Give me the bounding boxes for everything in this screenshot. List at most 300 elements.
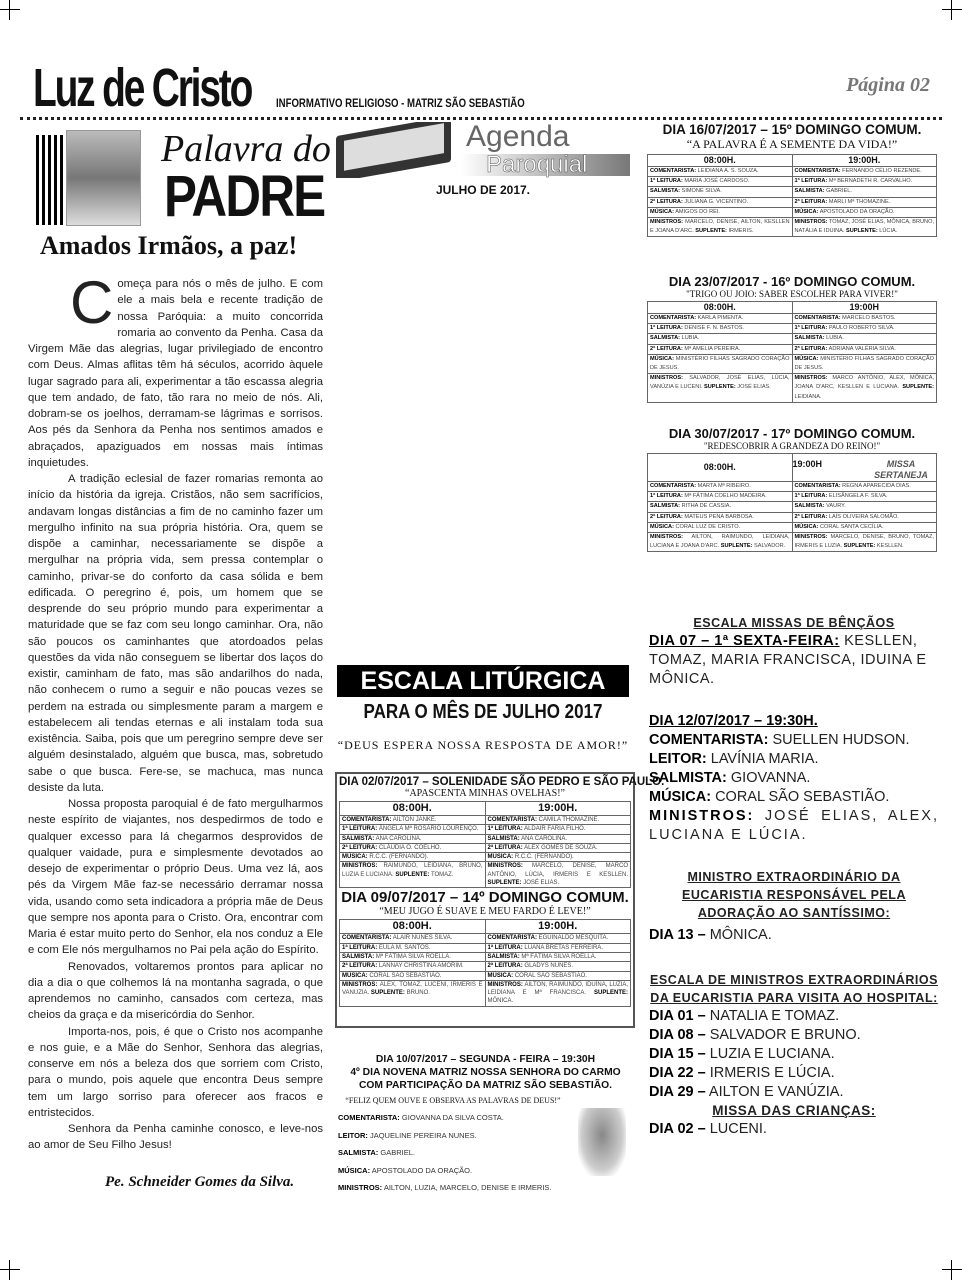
suplente-label: SUPLENTE:	[695, 228, 727, 235]
role-label: MINISTROS:	[338, 1183, 383, 1192]
role-label: 1ª LEITURA:	[650, 493, 683, 500]
list-item	[338, 1179, 574, 1197]
agenda-month: JULHO DE 2017.	[435, 183, 531, 197]
role-value: MARCELO BASTOS.	[842, 315, 896, 321]
table-row	[340, 843, 631, 852]
list-item	[649, 788, 939, 807]
suplente-value: SALVADOR.	[753, 543, 786, 550]
suplente-value: JOSÉ ELIAS.	[737, 384, 771, 391]
table-row	[648, 502, 937, 512]
article-paragraph: Nossa proposta paroquial é de fato mergulharmos neste espírito de viajantes, nos despedirmos de todo e qualquer excesso para lá chegarmos desprovidos de qualquer vaidade, pura e simplesmente devotados ao desejo de experimentar o próprio Deus. Uma vez lá, aos pés da Virgem Mãe faz-se necessário derramar nossa vida, usando como seta indicadora a própria mãe de Deus que sempre nos aponta para o Cristo. Ora, encontrar com Maria é estar muito perto do Senhor, ela nos conduz a Ele e com Ele nós mergulhamos no Pai pela ação do Espírito.	[28, 798, 323, 957]
role-label: 2ª LEITURA:	[650, 345, 683, 352]
role-label: MINISTROS:	[487, 863, 523, 870]
table-cell	[340, 943, 486, 952]
table-cell	[792, 502, 937, 512]
role-label: 1ª LEITURA:	[487, 826, 523, 833]
schedule-table	[339, 919, 631, 1006]
role-label: MINISTROS:	[794, 375, 828, 382]
role-label: MINISTROS:	[342, 981, 378, 988]
time-header	[648, 454, 793, 482]
table-row	[648, 324, 937, 334]
role-label: COMENTARISTA:	[649, 732, 769, 748]
suplente-label: SUPLENTE:	[593, 990, 628, 997]
table-cell	[648, 512, 793, 522]
role-value: JULIANA G. VICENTINO.	[684, 198, 749, 205]
time-header	[340, 802, 486, 816]
schedule-table	[647, 453, 937, 552]
missas-bencaos	[649, 614, 939, 689]
role-label: MÚSICA:	[342, 854, 368, 861]
table-cell	[485, 816, 631, 825]
table-cell	[792, 344, 937, 354]
role-label: 1ª LEITURA:	[487, 944, 523, 951]
suplente-label: SUPLENTE:	[843, 543, 876, 550]
role-value: ÂNGELA Mª ROSÁRIO LOURENÇO.	[378, 826, 479, 833]
table-row	[648, 354, 937, 373]
schedule-quote: “APASCENTA MINHAS OVELHAS!”	[405, 788, 565, 799]
signature: Pe. Schneider Gomes da Silva.	[105, 1173, 295, 1190]
role-label: COMENTARISTA:	[338, 1113, 400, 1122]
missa-sertaneja-badge: MISSA SERTANEJA	[874, 459, 928, 480]
table-row	[648, 522, 937, 532]
role-value: FERNANDO CÉLIO REZENDE.	[842, 168, 922, 174]
role-value: MARLI Mª THOMAZINE.	[828, 198, 891, 205]
suplente-value: TOMAZ.	[430, 871, 454, 878]
time-header	[792, 155, 937, 167]
table-cell	[648, 492, 793, 502]
list-item	[338, 1162, 574, 1180]
agenda-paroquial-logo	[336, 122, 630, 178]
time-header	[485, 920, 631, 934]
role-value: LUBIA.	[826, 335, 844, 342]
schedule-table	[339, 801, 631, 888]
role-value: RAIMUNDO, LEIDIANA, BRUNO, LUZIA E LUCIANA.	[342, 863, 483, 878]
article-paragraph: Renovados, voltaremos prontos para aplicar no dia a dia o que colhemos lá na montanha sagrada, o que aprendemos no caminho, cansados com certeza, mas cheios da graça e da misericórdia do Senhor.	[28, 960, 323, 1022]
role-value: Mª BERNADETH R. CARVALHO.	[828, 178, 913, 185]
role-value: LANNAY CHRISTINA AMORIM.	[378, 963, 464, 970]
palavra-label: Palavra do	[161, 128, 331, 170]
table-cell	[485, 853, 631, 862]
role-label: SALMISTA:	[650, 503, 681, 510]
role-value: AILTON E VANÚZIA.	[708, 1084, 844, 1100]
role-label: MINISTROS:	[342, 863, 378, 870]
role-value: LUZIA E LUCIANA.	[709, 1046, 835, 1062]
role-label: 2ª LEITURA:	[487, 844, 523, 851]
role-value: ELISÂNGELA F. SILVA.	[828, 493, 888, 500]
role-value: DENISE F. N. BASTOS.	[684, 325, 744, 332]
dia-12-schedule	[649, 712, 939, 845]
novena-heading-3: COM PARTICIPAÇÃO DA MATRIZ SÃO SEBASTIÃO.	[358, 1080, 613, 1091]
schedule-quote: “MEU JUGO É SUAVE E MEU FARDO É LEVE!”	[379, 906, 591, 918]
time-label: 08:00H.	[703, 155, 736, 165]
role-value: IRMERIS E LÚCIA.	[709, 1065, 835, 1081]
role-value: SALVADOR, JOSÉ ELIAS, LÚCIA, VANÚZIA E LUCENI.	[650, 375, 790, 391]
role-label: 1ª LEITURA:	[650, 178, 683, 185]
table-row	[340, 962, 631, 971]
table-cell	[792, 533, 937, 552]
table-row	[340, 943, 631, 952]
role-value: ANA CAROLINA.	[375, 835, 422, 842]
article-paragraph: A tradição eclesial de fazer romarias remonta ao início da história da igreja. Cristãos, não sem sacrifícios, andavam longas distâncias a fim de no caminho fazer um mergulho infinito na sua própria história. Ora, quem se dispõe a caminhar, necessariamente se dispõe a mergulhar na própria vida, sem pressa contemplar o caminho, privar-se do conforto da casa sólida e bem edificada. O peregrino é, pois, um homem que se desprende do seu próprio mundo para experimentar a maturidade que se faz com seu longo caminhar. Ora, não são poucos os caminhantes que atordoados pelas questões da vida não conseguem se libertar dos laços do existir, caminham de fato, mas são andarilhos do nada, não conhecem o rumo a seguir e não poucas vezes se perdem na estrada ou simplesmente param a margem e estabelecem ali tendas eternas e ali instalam toda sua existência. Saiba, pois que um peregrino sempre deve ser alguém desinstalado, alguém que busca, mas, sobretudo sabe o que busca. Fere-se, se machuca, mas nunca desiste da luta.	[28, 473, 323, 794]
role-value: ADRIANA VALÉRIA SILVA.	[828, 345, 896, 352]
role-value: EGUINALDO MESQUITA.	[538, 935, 609, 942]
table-row	[340, 825, 631, 834]
palavra-do-padre-header	[36, 128, 331, 229]
schedule-23-07	[647, 274, 937, 403]
role-label: SALMISTA:	[338, 1148, 379, 1157]
table-cell	[340, 980, 486, 1006]
table-header-row	[648, 155, 937, 167]
role-value: PAULO ROBERTO SILVA.	[828, 325, 895, 332]
role-value: SUELLEN HUDSON.	[772, 732, 910, 748]
role-label: MÚSICA:	[487, 972, 514, 979]
crop-mark	[0, 1260, 20, 1280]
role-label: MÚSICA:	[338, 1165, 371, 1175]
role-value: CORAL SANTA CECÍLIA.	[820, 523, 884, 530]
table-cell	[648, 187, 793, 197]
article-column	[28, 269, 323, 1191]
table-cell	[648, 207, 793, 217]
priest-photo	[66, 130, 141, 226]
role-label: SALMISTA:	[342, 953, 375, 960]
escala-liturgica-banner: ESCALA LITÚRGICA	[337, 665, 629, 697]
table-row	[648, 482, 937, 492]
escala-subtitle: PARA O MÊS DE JULHO 2017	[363, 701, 603, 723]
table-cell	[648, 334, 793, 344]
role-value: REGNA APARECIDA DIAS.	[842, 483, 911, 489]
role-label: 2ª LEITURA:	[342, 963, 378, 970]
role-label: 2ª LEITURA:	[794, 513, 828, 520]
role-value: ALEX GOMES DE SOUZA.	[524, 844, 598, 851]
role-value: SIMONE SILVA.	[681, 188, 722, 195]
role-value: MARCELO, DENISE, AILTON, KESLLEN E JOANA D'ARC.	[650, 219, 790, 235]
table-cell	[792, 334, 937, 344]
list-item	[649, 750, 939, 769]
table-cell	[485, 980, 631, 1006]
table-cell	[648, 314, 793, 324]
table-header-row	[340, 802, 631, 816]
role-value: MARCELO, DENISE, MARCO ANTÔNIO, LÚCIA, IRMERIS E KESLLEN.	[487, 863, 629, 878]
criancas-label: DIA 02 –	[649, 1121, 706, 1137]
role-value: ALEX, TOMAZ, LUCENI, IRMERIS E VANUZIA.	[342, 981, 483, 997]
role-label: DIA 29 –	[649, 1084, 706, 1100]
role-label: MINISTROS:	[650, 375, 683, 382]
role-label: SALMISTA:	[649, 770, 727, 786]
role-label: DIA 01 –	[649, 1008, 706, 1024]
table-cell	[792, 354, 937, 373]
table-cell	[648, 502, 793, 512]
role-label: COMENTARISTA:	[487, 935, 537, 942]
schedule-30-07	[647, 426, 937, 552]
list-item	[338, 1109, 574, 1127]
article-body	[28, 269, 323, 1154]
table-cell	[485, 962, 631, 971]
role-value: ALAIR NUNES SILVA.	[392, 935, 453, 942]
table-cell	[485, 934, 631, 943]
role-value: MARIA JOSÉ CARDOSO.	[684, 178, 750, 185]
time-label: 19:00H.	[848, 155, 881, 165]
table-row	[648, 492, 937, 502]
schedule-table	[647, 154, 937, 237]
table-header-row	[648, 302, 937, 314]
novena-heading-1: DIA 10/07/2017 – SEGUNDA - FEIRA – 19:30H	[375, 1054, 596, 1065]
table-cell	[648, 522, 793, 532]
schedule-d16	[647, 122, 937, 237]
role-label: SALMISTA:	[342, 835, 375, 842]
table-row	[648, 177, 937, 187]
role-value: APOSTOLADO DA ORAÇÃO.	[371, 1165, 473, 1175]
dia12-title: DIA 12/07/2017 – 19:30H.	[649, 713, 818, 729]
time-label: 19:00H.	[538, 802, 578, 814]
schedule-title: DIA 23/07/2017 - 16º DOMINGO COMUM.	[668, 274, 916, 289]
role-value: AILTON, RAIMUNDO, IDUÍNA, LUZIA, LEIDIANA E Mª FRANCISCA.	[487, 981, 628, 997]
role-value: LAVÍNIA MARIA.	[710, 751, 819, 767]
table-cell	[792, 207, 937, 217]
role-label: 1ª LEITURA:	[342, 944, 378, 951]
role-value: MARCO ANTÔNIO, ALEX, MÔNICA, JOANA D'ARC, KESLLEN E LUCIANA.	[794, 375, 934, 391]
role-label: 2ª LEITURA:	[487, 963, 523, 970]
table-cell	[485, 943, 631, 952]
schedule-box-early-july	[335, 772, 665, 1028]
role-value: Mª AMELIA PEREIRA.	[684, 345, 741, 352]
suplente-value: MÔNICA.	[487, 998, 514, 1005]
role-label: SALMISTA:	[794, 335, 825, 342]
schedule-d23	[647, 274, 937, 403]
role-value: EULA M. SANTOS.	[378, 944, 431, 951]
role-label: DIA 22 –	[649, 1065, 706, 1081]
role-label: COMENTARISTA:	[650, 168, 697, 174]
role-value: GIOVANNA DA SILVA COSTA.	[401, 1113, 504, 1122]
bencaos-value: KESLLEN, TOMAZ, MARIA FRANCISCA, IDUINA E MÔNICA.	[649, 633, 927, 687]
masthead: Luz de Cristo	[33, 58, 252, 118]
suplente-label: SUPLENTE:	[704, 384, 736, 391]
role-value: R.C.C. (FERNANDO).	[514, 854, 574, 861]
criancas-title: MISSA DAS CRIANÇAS:	[712, 1103, 876, 1118]
role-label: COMENTARISTA:	[342, 817, 392, 823]
suplente-label: SUPLENTE:	[487, 880, 522, 887]
table-row	[340, 980, 631, 1006]
table-header-row	[648, 454, 937, 482]
list-item	[649, 807, 939, 845]
schedule-d30	[647, 426, 937, 552]
table-row	[648, 207, 937, 217]
list-item	[649, 1007, 939, 1026]
role-label: MINISTROS:	[794, 534, 828, 541]
table-row	[340, 853, 631, 862]
table-row	[340, 834, 631, 843]
hospital-title: ESCALA DE MINISTROS EXTRAORDINÁRIOS DA EUCARISTIA PARA VISITA AO HOSPITAL:	[650, 973, 938, 1005]
schedule-d09	[339, 889, 631, 1006]
suplente-label: SUPLENTE:	[902, 384, 935, 391]
role-label: MÚSICA:	[650, 208, 674, 215]
table-row	[648, 187, 937, 197]
adoracao-block	[649, 868, 939, 945]
role-label: COMENTARISTA:	[650, 483, 697, 489]
article-paragraph	[28, 269, 323, 471]
dotted-divider	[20, 117, 942, 120]
role-value: CAMILA THOMAZINE.	[538, 817, 600, 823]
time-header	[792, 302, 937, 314]
suplente-value: IRMERIS.	[728, 228, 754, 235]
table-cell	[648, 354, 793, 373]
schedule-16-07	[647, 122, 937, 237]
role-label: LEITOR:	[649, 751, 707, 767]
time-header	[648, 155, 793, 167]
article-paragraph: Importa-nos, pois, é que o Cristo nos acompanhe e nos guie, e a Mãe do Senhor, Senhora das alegrias, conserve em nós a beleza dos que sorriem com Cristo, para o mundo, pois aquele que encontra Deus sempre tem um largo sorriso para oferecer aos fracos e entristecidos.	[28, 1025, 323, 1119]
role-label: MINISTROS:	[487, 981, 523, 988]
table-cell	[648, 374, 793, 403]
role-value: GLADYS NUNES.	[524, 963, 574, 970]
novena-quote: “FELIZ QUEM OUVE E OBSERVA AS PALAVRAS DE DEUS!”	[345, 1096, 561, 1105]
suplente-value: BRUNO.	[406, 990, 430, 997]
role-label: MINISTROS:	[650, 534, 683, 541]
role-label: 2ª LEITURA:	[794, 198, 828, 205]
list-item	[649, 1064, 939, 1083]
crop-mark	[942, 0, 962, 20]
role-label: 2ª LEITURA:	[650, 513, 683, 520]
table-row	[648, 512, 937, 522]
table-cell	[792, 522, 937, 532]
table-cell	[648, 218, 793, 237]
masthead-subtitle: INFORMATIVO RELIGIOSO - MATRIZ SÃO SEBASTIÃO	[276, 96, 525, 110]
role-label: 1ª LEITURA:	[650, 325, 683, 332]
role-value: MARCELO, DENISE, BRUNO, TOMAZ, IRMERIS E LUZIA.	[794, 534, 934, 550]
role-value: ALDAIR FARIA FILHO.	[524, 826, 586, 833]
role-label: SALMISTA:	[487, 835, 520, 842]
table-cell	[485, 834, 631, 843]
table-cell	[648, 344, 793, 354]
suplente-value: LÚCIA.	[879, 228, 898, 235]
role-value: GABRIEL.	[380, 1148, 415, 1157]
table-cell	[340, 962, 486, 971]
list-item	[649, 769, 939, 788]
role-value: SALVADOR E BRUNO.	[709, 1027, 861, 1043]
role-label: COMENTARISTA:	[794, 168, 841, 174]
time-label: 19:00H	[849, 302, 880, 312]
criancas-value: LUCENI.	[709, 1121, 767, 1137]
table-cell	[792, 324, 937, 334]
schedule-quote: “A PALAVRA É A SEMENTE DA VIDA!”	[686, 137, 898, 151]
list-item	[338, 1127, 574, 1145]
table-cell	[340, 934, 486, 943]
barcode-decoration	[36, 135, 66, 225]
role-value: AMIGOS DO REI.	[675, 208, 720, 215]
table-cell	[792, 314, 937, 324]
time-header	[485, 802, 631, 816]
table-cell	[648, 197, 793, 207]
table-row	[340, 816, 631, 825]
role-value: MINISTÉRIO FILHAS SAGRADO CORAÇÃO DE JESUS.	[650, 355, 790, 372]
role-value: MINISTÉRIO FILHAS SAGRADO CORAÇÃO DE JESUS.	[794, 355, 934, 372]
table-cell	[340, 952, 486, 961]
table-cell	[340, 971, 486, 980]
padre-label: PADRE	[164, 164, 325, 229]
role-label: SALMISTA:	[650, 188, 681, 195]
schedule-quote: "REDESCOBRIR A GRANDEZA DO REINO!"	[703, 441, 881, 451]
role-label: MÚSICA:	[794, 523, 819, 530]
table-cell	[792, 374, 937, 403]
table-cell	[792, 177, 937, 187]
role-value: AILTON, LUZIA, MARCELO, DENISE E IRMERIS.	[383, 1183, 552, 1192]
table-cell	[792, 492, 937, 502]
role-label: MÚSICA:	[487, 854, 514, 861]
role-value: Mª FÁTIMA SILVA ROELLA.	[375, 953, 451, 960]
agenda-title: Agenda	[466, 122, 570, 153]
role-label: 1ª LEITURA:	[794, 493, 828, 500]
role-label: MÚSICA:	[342, 972, 368, 979]
schedule-title: DIA 09/07/2017 – 14º DOMINGO COMUM.	[341, 889, 629, 907]
role-value: Mª FÁTIMA COELHO MADEIRA.	[684, 493, 767, 500]
page-number: Página 02	[846, 74, 930, 96]
role-label: DIA 15 –	[649, 1046, 706, 1062]
table-row	[648, 334, 937, 344]
role-value: AILTON JANKE.	[392, 817, 437, 823]
table-row	[340, 862, 631, 888]
role-label: MÚSICA:	[649, 789, 712, 805]
time-header	[340, 920, 486, 934]
hospital-block	[649, 971, 939, 1139]
role-label: 1ª LEITURA:	[794, 178, 828, 185]
agenda-subtitle: Paroquial	[486, 151, 588, 178]
list-item	[649, 1045, 939, 1064]
table-header-row	[340, 920, 631, 934]
role-value: AILTON, RAIMUNDO, LEIDIANA, LUCIANA E JOANA D'ARC.	[650, 534, 790, 550]
adoracao-title: MINISTRO EXTRAORDINÁRIO DA EUCARISTIA RESPONSÁVEL PELA ADORAÇÃO AO SANTÍSSIMO:	[682, 870, 906, 920]
role-value: GABRIEL.	[826, 188, 852, 195]
suplente-label: SUPLENTE:	[720, 543, 753, 550]
time-label: 08:00H.	[703, 302, 736, 312]
crop-mark	[942, 1260, 962, 1280]
escala-quote: “DEUS ESPERA NOSSA RESPOSTA DE AMOR!”	[337, 738, 629, 752]
table-cell	[340, 825, 486, 834]
role-value: LUANA BRETAS FERREIRA.	[524, 944, 603, 951]
time-header	[648, 302, 793, 314]
role-label: SALMISTA:	[487, 953, 520, 960]
adoracao-label: DIA 13 –	[649, 927, 706, 943]
role-label: MINISTROS:	[794, 219, 828, 226]
suplente-label: SUPLENTE:	[846, 228, 878, 235]
table-row	[340, 971, 631, 980]
role-value: LEIDIANA A. S. SOUZA.	[697, 168, 759, 174]
role-value: ANA CAROLINA.	[521, 835, 568, 842]
role-label: 2ª LEITURA:	[794, 345, 828, 352]
role-value: RITHA DE CASSIA.	[681, 503, 732, 510]
role-label: COMENTARISTA:	[342, 935, 392, 942]
table-cell	[340, 816, 486, 825]
novena-heading-2: 4º DIA NOVENA MATRIZ NOSSA SENHORA DO CARMO	[350, 1067, 621, 1078]
table-cell	[485, 862, 631, 888]
role-value: VAURY.	[826, 503, 846, 510]
table-cell	[485, 825, 631, 834]
time-label: 19:00H.	[538, 920, 578, 933]
role-value: CORAL SÃO SEBASTIÃO.	[369, 972, 442, 979]
table-row	[648, 533, 937, 552]
suplente-value: KESLLEN.	[876, 543, 904, 550]
role-label: 1ª LEITURA:	[342, 826, 378, 833]
drop-cap: C	[70, 269, 114, 336]
role-value: CLÁUDIA O. COELHO.	[378, 844, 442, 851]
role-label: MINISTROS:	[650, 219, 683, 226]
suplente-label: SUPLENTE:	[370, 990, 405, 997]
role-value: GIOVANNA.	[730, 770, 811, 786]
table-cell	[792, 187, 937, 197]
table-cell	[648, 533, 793, 552]
role-value: JAQUELINE PEREIRA NUNES.	[369, 1130, 477, 1140]
role-label: COMENTARISTA:	[794, 483, 841, 489]
schedule-title: DIA 30/07/2017 - 17º DOMINGO COMUM.	[668, 426, 916, 441]
role-value: TOMAZ, JOSÉ ELIAS, MÔNICA, BRUNO, NATÁLIA E IDUINA.	[794, 219, 935, 235]
time-header	[792, 454, 937, 482]
